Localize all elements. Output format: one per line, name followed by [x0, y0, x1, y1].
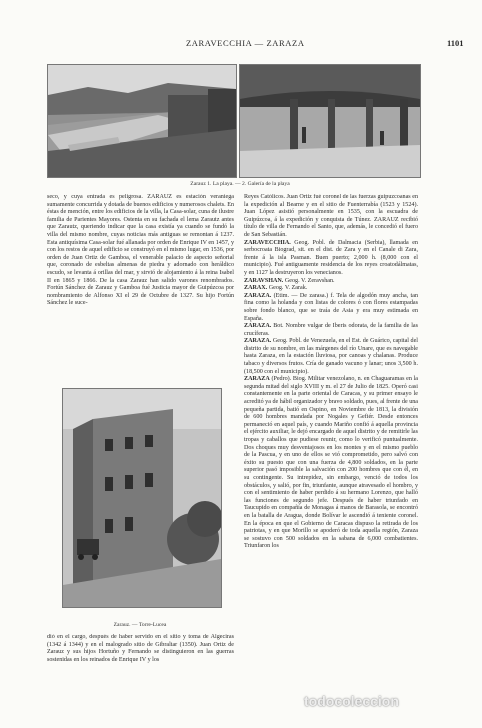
header-title: ZARAVECCHIA — ZARAZA — [186, 38, 305, 48]
entry-zaraza-etim: ZARAZA. (Etim. — De zarasa.) f. Tela de algodón muy ancha, tan fina como la holanda y con listas de colores ó con flores estampadas sobre fondo blanco, que se traía de Asia y era muy estimada en España. — [244, 292, 418, 322]
left-column-bottom-text — [47, 634, 234, 682]
entry-zaraza-bot: ZARAZA. Bot. Nombre vulgar de Iberis odorata, de la familia de las crucíferas. — [244, 323, 418, 337]
beach-photo — [47, 64, 237, 178]
tower-photo-caption: Zarauz. — Torre-Lucea — [113, 622, 167, 628]
watermark-logo: todocoleccion — [304, 693, 399, 709]
paragraph-continuation: dió en el cargo, después de haber servido en el sitio y toma de Algeciras (1342 á 1344) y en el malogrado sitio de Gibraltar (1350). Juan Ortiz de Zarauz y sus hijos Hortuño y Fernando se distinguieron en las guerras sostenidas en los reinados de Enrique IV y los — [47, 634, 234, 663]
top-photos-caption: Zarauz 1. La playa. — 2. Galería de la playa — [190, 181, 290, 187]
paragraph-zarauz: seco, y cuya entrada es peligrosa. ZARAUZ es estación veraniega sumamente concurrida y dotada de buenos edificios y numerosos chalets. En éstas de mención, entre los edificios de la villa, la Casa-solar, cuna de ilustre familia de Parientes Mayores. Ostenta en su fachada el lema Zarautz antes que Zarautz, queriendo indicar que la casa existía ya cuando se fundó la villa del mismo nombre, cuyas noticias más antiguas se remontan á 1237. Esta antiquísima Casa-solar fué allanada por orden de Enrique IV en 1457, y con los restos de aquel edificio se construyó en el mismo lugar, en 1536, por orden de Juan Ortiz de Gamboa, el venerable palacio de aspecto señorial que, coronado de esbeltas almenas de piedra y adornado con heráldico escudo, se levanta á orillas del mar, y sirvió de alojamiento á la reina Isabel II en 1865 y 1866. De la casa Zarauz han salido varones renombrados. Fortún Sánchez de Zarauz y Gamboa fué Justicia mayor de Guipúzcoa por nombramiento de Alfonso XI el 29 de Octubre de 1327. Su hijo Fortún Sánchez le suce- — [47, 194, 234, 307]
paragraph-reyes: Reyes Católicos. Juan Ortiz fué coronel de las fuerzas guipuzcoanas en la expedición al Bearne y en el sitio de Fuenterrabía (1523 y 1524). Juan López asistió personalmente en 1535, con la escuadra de Guipúzcoa, á la expedición y conquista de Túnez. ZARAUZ recibió título de villa de Fernando el Santo, que, además, le concedió el fuero de San Sebastián. — [244, 194, 418, 238]
entry-zaraza-biog: ZARAZA (Pedro). Biog. Militar venezolano, n. en Chaguaramas en la segunda mitad del siglo XVIII y m. el 27 de Julio de 1825. Operó casi constantemente en la parte oriental de Caracas, y su primer ensayo le acreditó ya de hábil organizador y bravo soldado, pues, al frente de una pequeña partida, batió en Ospino, en Noviembre de 1813, la división de 600 hombres mandada por Nogales y Gefiér. Desde entonces permaneció en aquel país, y cuando Mariño confió á aquella provincia el ejército auxiliar, le dejó encargado de aquel distrito y de remitirle las tropas y caballos que pudiese reunir, como lo verificó puntualmente. Dos choques muy desventajosos en los montes y en el mismo pueblo de la Pascua, y en uno de ellos se vió comprometido, pero salvó con éxito su puesto que con una fuerza de 4,800 soldados, en la parte superior pasó imposible la salvación con 200 hombres que con él, en su contingente. Su intrepidez, sin embargo, venció de todos los obstáculos, y salió, por fin, triunfante, aunque atravesado el hombro, y con el sentimiento de haber perdido á su hermano Lorenzo, que halló las funciones de segundo jefe. Después de haber triunfado en Taucupido en compañía de Monagas á manos de Barasola, se encontró en la batalla de Aragua, donde Bolívar le ascendió á teniente coronel. En la época en que el Gobierno de Caracas dispuso la retirada de los patriotas, y en que Morillo se apoderó de toda aquella región, Zaraza se sostuvo con 500 soldados en la sabana de 6,000 combatientes. Triunfaron los — [244, 376, 418, 550]
page-number: 1101 — [447, 38, 464, 48]
right-column-text — [244, 194, 418, 688]
left-column-text — [47, 194, 234, 377]
entry-zarax: ZARAX. Geog. V. Zarak. — [244, 285, 308, 292]
gallery-photo — [239, 64, 421, 178]
tower-photo — [62, 388, 222, 608]
entry-zaravecchia: ZARAVECCHIA. Geog. Pobl. de Dalmacia (Serbia), llamada en serbocroata Biograd, sit. en el dist. de Zara y en el Canale di Zara, frente á la isla Pasman. Buen puerto; 2,000 h. (8,000 con el municipio). Fué antiguamente residencia de los reyes croatodálmatas, y en 1127 la destruyeron los venecianos. — [244, 239, 418, 276]
entry-zaravshan: ZARAVSHAN. Geog. V. Zeravshan. — [244, 277, 335, 284]
entry-zaraza-geog: ZARAZA. Geog. Pobl. de Venezuela, en el Est. de Guárico, capital del distrito de su nombre, en las márgenes del río Unare, que es navegable hasta Zaraza, en la estación lluviosa, por canoas y chalanas. Produce tabaco y diversos frutos. Cría de ganado vacuno y lanar; unos 3,500 h. (18,500 con el municipio). — [244, 338, 418, 375]
running-header — [0, 38, 482, 50]
